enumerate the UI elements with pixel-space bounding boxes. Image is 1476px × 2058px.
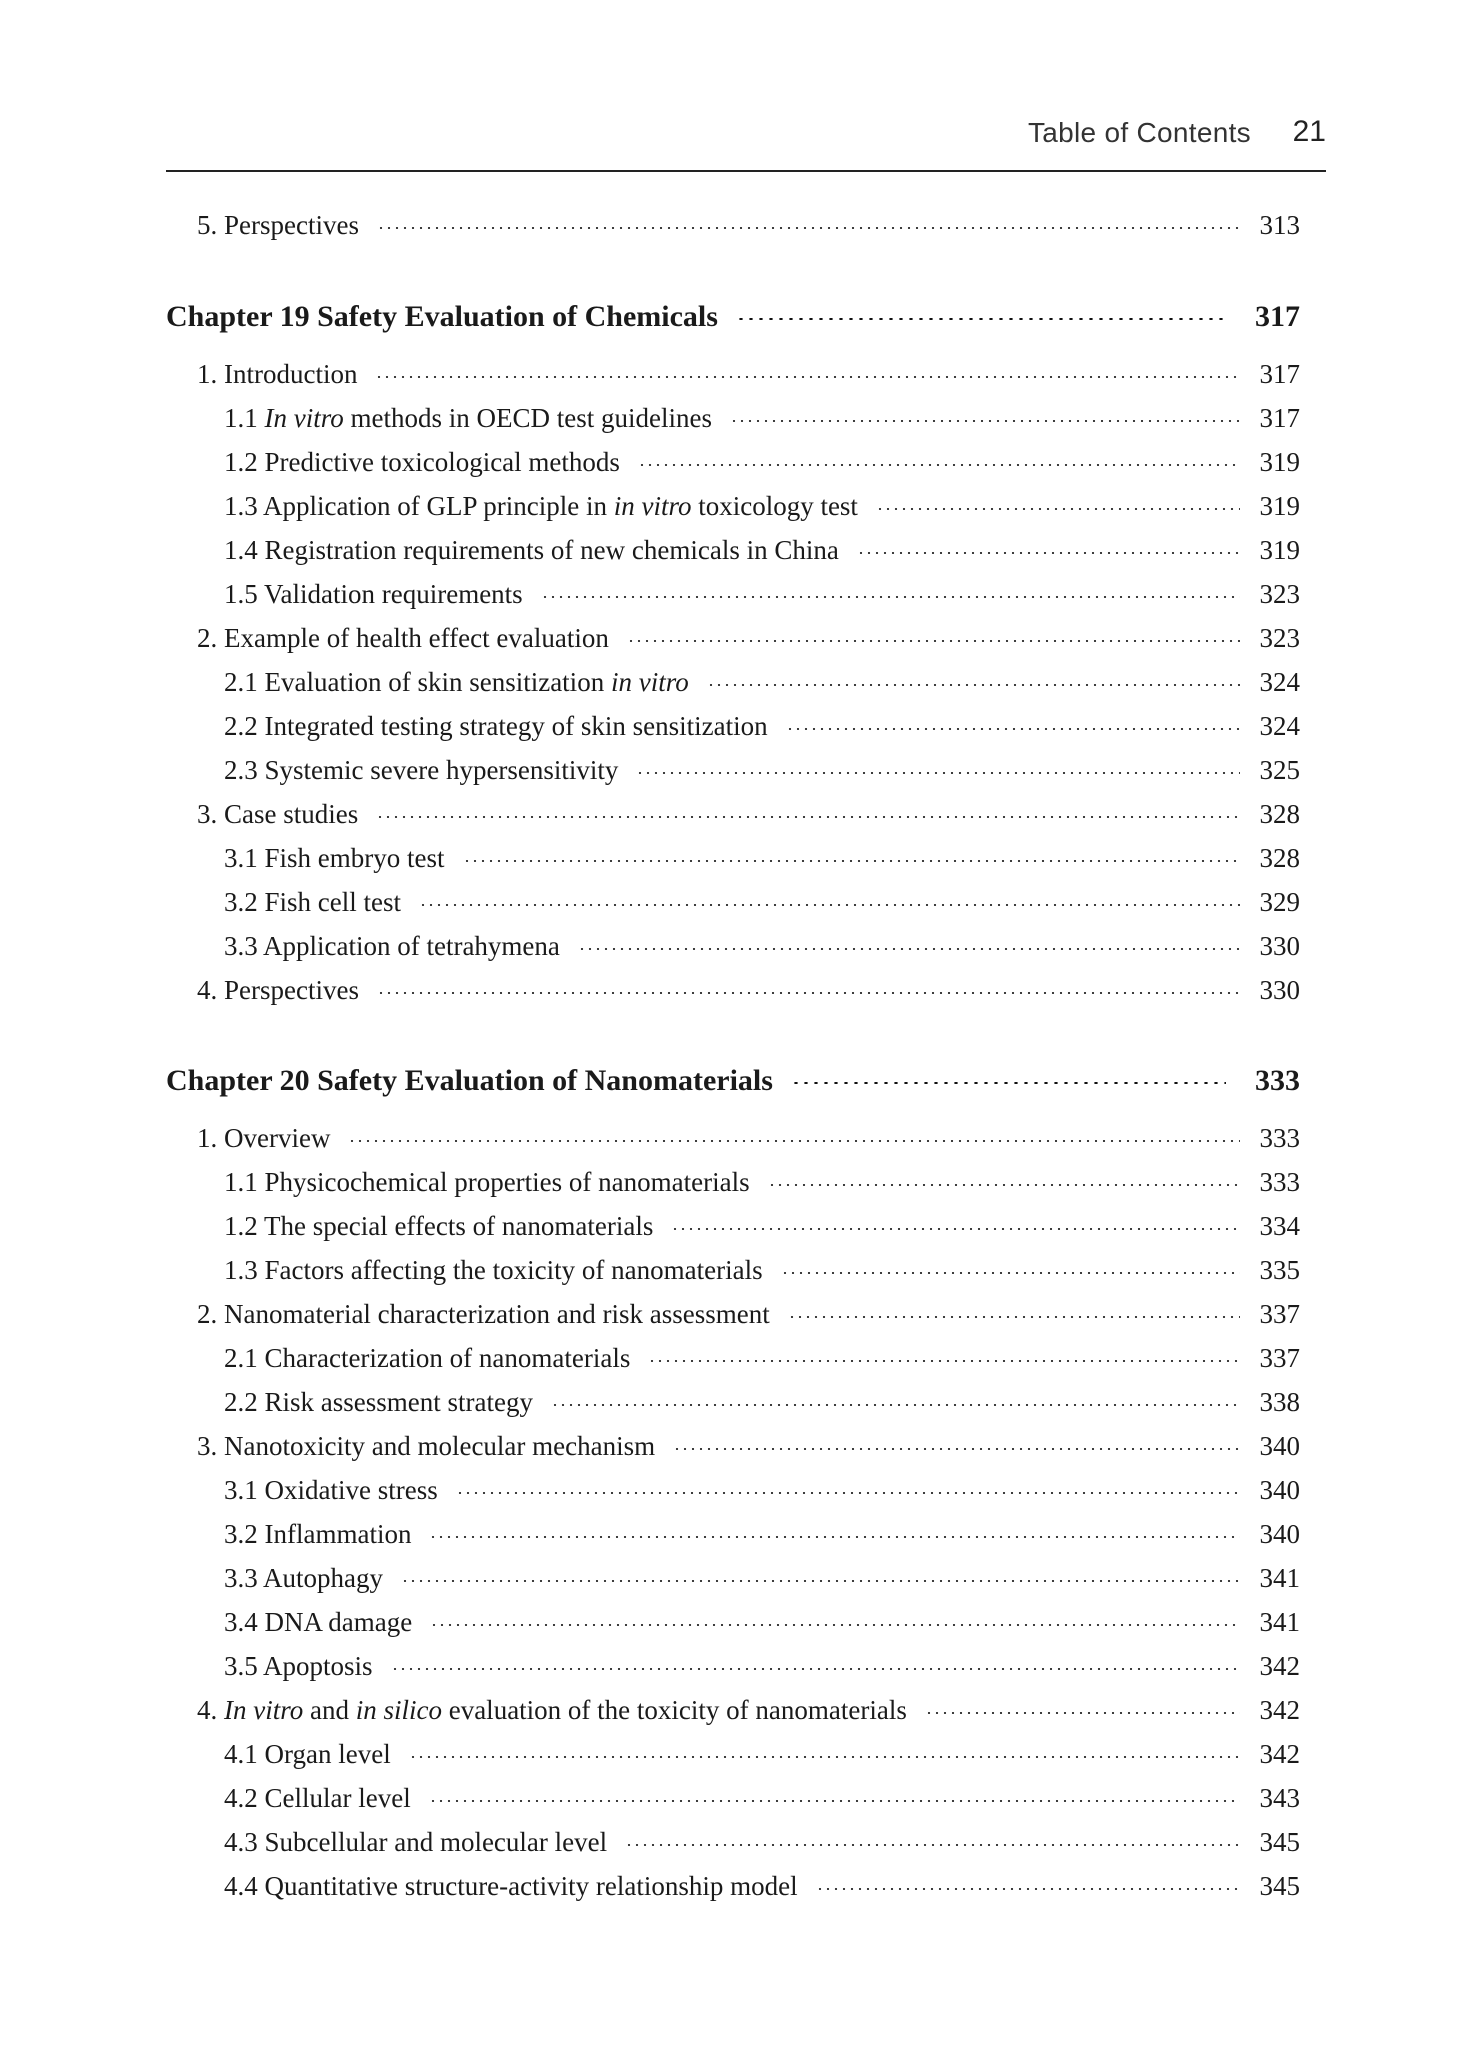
toc-subsection-entry[interactable] (166, 1336, 1300, 1380)
toc-chapter-entry[interactable] (166, 1057, 1300, 1105)
toc-subsection-entry[interactable] (166, 1380, 1300, 1424)
dot-leader (707, 684, 1240, 686)
toc-subsection-entry[interactable] (166, 704, 1300, 748)
italic-term: in silico (355, 1694, 442, 1725)
dot-leader (430, 1624, 1240, 1626)
toc-subsection-entry[interactable] (166, 1556, 1300, 1600)
toc-entry-title (197, 1123, 330, 1154)
toc-page-number: 328 (1259, 798, 1300, 829)
dot-leader (791, 1082, 1226, 1084)
toc-entry-title (197, 623, 609, 654)
title-text: 4.1 Organ level (224, 1738, 391, 1769)
title-text: 3.4 DNA damage (224, 1606, 413, 1637)
toc-entry-title (224, 535, 839, 566)
toc-entry-title (197, 1431, 655, 1462)
italic-term: in vitro (610, 666, 689, 697)
toc-page-number: 338 (1259, 1386, 1300, 1417)
toc-chapter-entry[interactable] (166, 293, 1300, 341)
title-text: 2.1 Characterization of nanomaterials (224, 1342, 631, 1373)
title-text: 3.3 Autophagy (224, 1562, 383, 1593)
title-text: 4.2 Cellular level (224, 1782, 411, 1813)
toc-subsection-entry[interactable] (166, 396, 1300, 440)
toc-page-number: 341 (1259, 1562, 1300, 1593)
toc-entry-title (224, 843, 445, 874)
dot-leader (857, 552, 1240, 554)
toc-section-entry[interactable] (166, 792, 1300, 836)
toc-page-number: 323 (1259, 622, 1300, 653)
dot-leader (816, 1888, 1240, 1890)
dot-leader (736, 318, 1226, 320)
title-text: methods in OECD test guidelines (343, 402, 712, 433)
toc-subsection-entry[interactable] (166, 1644, 1300, 1688)
toc-page-number: 334 (1259, 1210, 1300, 1241)
toc-page-number: 328 (1259, 842, 1300, 873)
title-text: 1. Overview (197, 1122, 331, 1153)
title-text: 3.5 Apoptosis (224, 1650, 373, 1681)
title-text: 1.1 Physicochemical properties of nanomaterials (224, 1166, 750, 1197)
title-text: 4. Perspectives (197, 974, 359, 1005)
toc-entry-title (224, 491, 858, 522)
title-text: 3.2 Fish cell test (224, 886, 401, 917)
toc-page-number: 324 (1259, 710, 1300, 741)
dot-leader (456, 1492, 1240, 1494)
toc-section-entry[interactable] (166, 1688, 1300, 1732)
toc-page-number: 341 (1259, 1606, 1300, 1637)
toc-entry-title (224, 931, 560, 962)
dot-leader (648, 1360, 1240, 1362)
title-text: 5. Perspectives (197, 209, 359, 240)
dot-leader (781, 1272, 1240, 1274)
dot-leader (376, 816, 1240, 818)
dot-leader (627, 640, 1240, 642)
dot-leader (391, 1668, 1240, 1670)
toc-subsection-entry[interactable] (166, 660, 1300, 704)
title-text: 4.3 Subcellular and molecular level (224, 1826, 608, 1857)
toc-entry-title (224, 755, 618, 786)
title-text: 2.3 Systemic severe hypersensitivity (224, 754, 619, 785)
dot-leader (348, 1140, 1240, 1142)
toc-entry-title (224, 1563, 383, 1594)
toc-page-number: 335 (1259, 1254, 1300, 1285)
toc-page-number: 319 (1259, 490, 1300, 521)
toc-page-number: 330 (1259, 930, 1300, 961)
toc-page-number: 343 (1259, 1782, 1300, 1813)
dot-leader (377, 227, 1240, 229)
dot-leader (786, 728, 1240, 730)
dot-leader (375, 376, 1240, 378)
toc-page-number: 325 (1259, 754, 1300, 785)
toc-subsection-entry[interactable] (166, 528, 1300, 572)
toc-page-number: 340 (1259, 1474, 1300, 1505)
toc-entry-title (224, 1211, 653, 1242)
italic-term: in vitro (613, 490, 692, 521)
toc-entry-title (197, 799, 358, 830)
toc-subsection-entry[interactable] (166, 1600, 1300, 1644)
running-head-title: Table of Contents (1027, 117, 1251, 148)
title-text: 2.2 Integrated testing strategy of skin sensitization (224, 710, 768, 741)
title-text: 1.1 (224, 402, 265, 433)
dot-leader (730, 420, 1240, 422)
page-number: 21 (1292, 115, 1326, 148)
toc-page-number: 345 (1259, 1870, 1300, 1901)
title-text: 2.1 Evaluation of skin sensitization (224, 666, 611, 697)
title-text: 3. Case studies (197, 798, 359, 829)
toc-subsection-entry[interactable] (166, 1820, 1300, 1864)
title-text: 1.2 The special effects of nanomaterials (224, 1210, 654, 1241)
toc-entry-title (197, 1299, 770, 1330)
toc-subsection-entry[interactable] (166, 1204, 1300, 1248)
toc-page-number: 324 (1259, 666, 1300, 697)
toc-entry-title (197, 210, 359, 241)
toc-entry-title (224, 711, 768, 742)
toc-page-number: 317 (1259, 402, 1300, 433)
toc-page-number: 345 (1259, 1826, 1300, 1857)
toc-subsection-entry[interactable] (166, 880, 1300, 924)
toc-entry-title (224, 1475, 438, 1506)
toc-entry-title (224, 1783, 411, 1814)
dot-leader (673, 1448, 1240, 1450)
toc-section-entry[interactable] (166, 616, 1300, 660)
dot-leader (788, 1316, 1240, 1318)
title-text: 1.5 Validation requirements (224, 578, 523, 609)
page-header (166, 110, 1326, 172)
toc-page-number: 333 (1259, 1166, 1300, 1197)
toc-subsection-entry[interactable] (166, 1160, 1300, 1204)
dot-leader (636, 772, 1240, 774)
dot-leader (429, 1536, 1240, 1538)
dot-leader (541, 596, 1240, 598)
toc-entry-title (224, 1607, 412, 1638)
toc-entry-title (224, 667, 689, 698)
toc-entry-title (224, 887, 401, 918)
title-text: 2. Example of health effect evaluation (197, 622, 609, 653)
toc-section-entry[interactable] (166, 1424, 1300, 1468)
toc-page-number: 337 (1259, 1342, 1300, 1373)
toc-entry-title (197, 1695, 907, 1726)
toc-entry-title (166, 300, 718, 334)
title-text: 1.4 Registration requirements of new chemicals in China (224, 534, 839, 565)
toc-section-entry[interactable] (166, 203, 1300, 247)
dot-leader (377, 992, 1240, 994)
toc-entry-title (197, 975, 359, 1006)
title-text: evaluation of the toxicity of nanomaterials (441, 1694, 907, 1725)
toc-entry-title (224, 1651, 373, 1682)
toc-subsection-entry[interactable] (166, 440, 1300, 484)
dot-leader (925, 1712, 1240, 1714)
toc-page-number: 342 (1259, 1738, 1300, 1769)
toc-page-number: 340 (1259, 1518, 1300, 1549)
toc-subsection-entry[interactable] (166, 484, 1300, 528)
italic-term: In vitro (264, 402, 344, 433)
toc-page-number: 333 (1255, 1064, 1300, 1097)
toc-subsection-entry[interactable] (166, 836, 1300, 880)
title-text: Chapter 19 Safety Evaluation of Chemicals (166, 300, 718, 333)
title-text: 1.2 Predictive toxicological methods (224, 446, 620, 477)
title-text: 1.3 Application of GLP principle in (224, 490, 614, 521)
toc-entry-title (224, 1827, 607, 1858)
toc-subsection-entry[interactable] (166, 748, 1300, 792)
toc-entry-title (224, 1255, 763, 1286)
dot-leader (578, 948, 1240, 950)
toc-entry-title (224, 447, 620, 478)
toc-subsection-entry[interactable] (166, 924, 1300, 968)
toc-subsection-entry[interactable] (166, 1248, 1300, 1292)
title-text: and (303, 1694, 356, 1725)
dot-leader (876, 508, 1240, 510)
toc-page-number: 313 (1259, 209, 1300, 240)
toc-subsection-entry[interactable] (166, 1732, 1300, 1776)
toc-entry-title (224, 1519, 411, 1550)
toc-page-number: 340 (1259, 1430, 1300, 1461)
toc-subsection-entry[interactable] (166, 1864, 1300, 1908)
toc-page-number: 317 (1259, 358, 1300, 389)
title-text: 1. Introduction (197, 358, 358, 389)
title-text: Chapter 20 Safety Evaluation of Nanomaterials (166, 1064, 773, 1097)
toc-subsection-entry[interactable] (166, 1776, 1300, 1820)
toc-page-number: 319 (1259, 534, 1300, 565)
toc-entry-title (224, 1739, 391, 1770)
dot-leader (401, 1580, 1240, 1582)
dot-leader (429, 1800, 1240, 1802)
title-text: 3.1 Oxidative stress (224, 1474, 438, 1505)
toc-page-number: 342 (1259, 1694, 1300, 1725)
toc-page-number: 330 (1259, 974, 1300, 1005)
title-text: 3.3 Application of tetrahymena (224, 930, 560, 961)
title-text: 3.1 Fish embryo test (224, 842, 445, 873)
toc-page-number: 337 (1259, 1298, 1300, 1329)
dot-leader (638, 464, 1240, 466)
toc-subsection-entry[interactable] (166, 572, 1300, 616)
toc-page-number: 323 (1259, 578, 1300, 609)
toc-page-number: 342 (1259, 1650, 1300, 1681)
toc-section-entry[interactable] (166, 352, 1300, 396)
dot-leader (463, 860, 1241, 862)
dot-leader (551, 1404, 1240, 1406)
title-text: 4.4 Quantitative structure-activity relationship model (224, 1870, 798, 1901)
toc-entry-title (224, 1343, 630, 1374)
title-text: 3. Nanotoxicity and molecular mechanism (197, 1430, 656, 1461)
toc-entry-title (224, 1871, 798, 1902)
toc-page-number: 333 (1259, 1122, 1300, 1153)
dot-leader (768, 1184, 1240, 1186)
dot-leader (625, 1844, 1240, 1846)
toc-entry-title (224, 403, 712, 434)
dot-leader (419, 904, 1240, 906)
toc-entry-title (166, 1064, 773, 1098)
dot-leader (409, 1756, 1240, 1758)
italic-term: In vitro (224, 1694, 304, 1725)
title-text: 4. (197, 1694, 224, 1725)
toc-section-entry[interactable] (166, 968, 1300, 1012)
toc-page-number: 317 (1255, 300, 1300, 333)
toc-section-entry[interactable] (166, 1116, 1300, 1160)
toc-entry-title (224, 1387, 533, 1418)
title-text: 2. Nanomaterial characterization and risk assessment (197, 1298, 770, 1329)
title-text: 3.2 Inflammation (224, 1518, 412, 1549)
toc-page-number: 319 (1259, 446, 1300, 477)
title-text: 1.3 Factors affecting the toxicity of nanomaterials (224, 1254, 763, 1285)
toc-subsection-entry[interactable] (166, 1468, 1300, 1512)
toc-section-entry[interactable] (166, 1292, 1300, 1336)
title-text: 2.2 Risk assessment strategy (224, 1386, 533, 1417)
dot-leader (671, 1228, 1240, 1230)
toc-entry-title (224, 1167, 750, 1198)
toc-subsection-entry[interactable] (166, 1512, 1300, 1556)
toc-entry-title (224, 579, 523, 610)
title-text: toxicology test (691, 490, 858, 521)
toc-entry-title (197, 359, 357, 390)
toc-page-number: 329 (1259, 886, 1300, 917)
